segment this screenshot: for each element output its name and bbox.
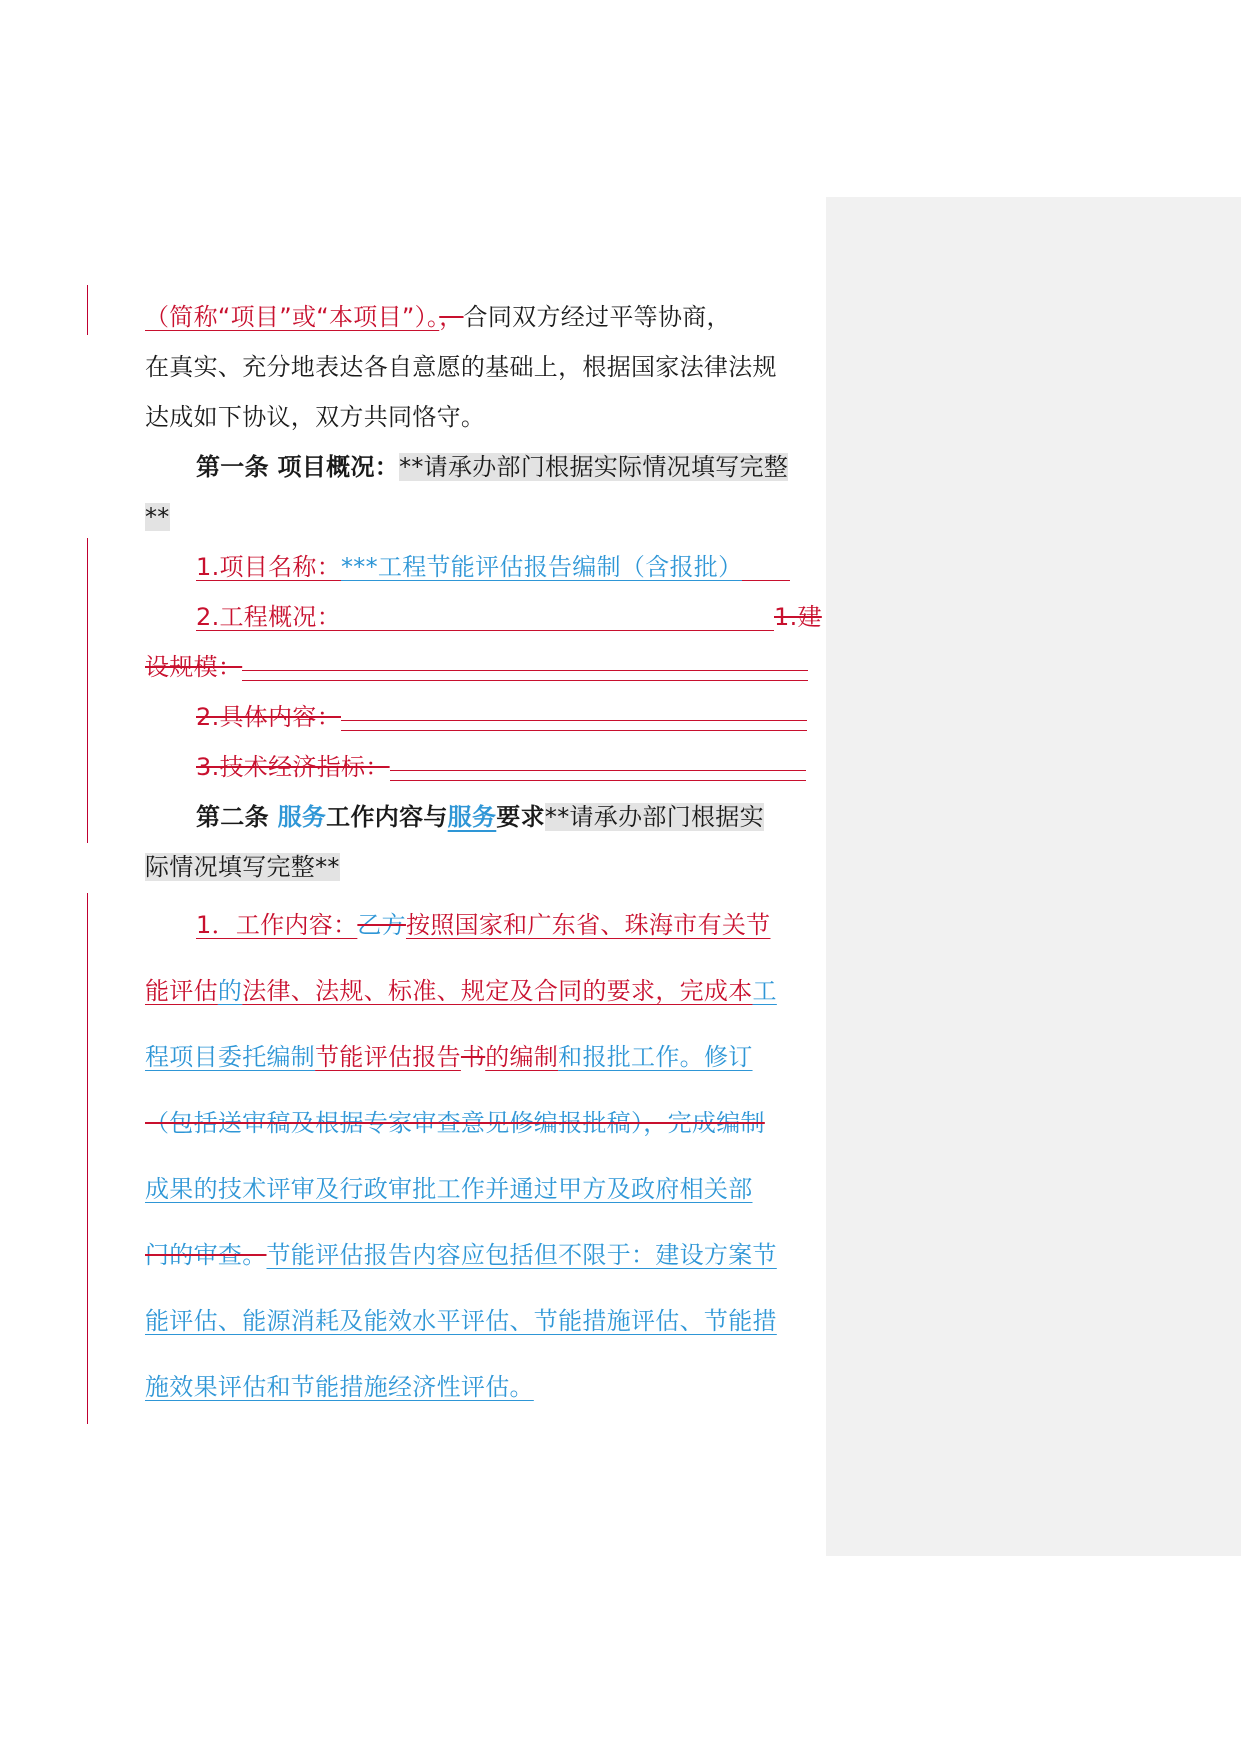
paragraph-line [145,1288,815,1354]
inserted-text: 服务 [447,803,497,831]
inserted-text: 的 [217,977,243,1005]
article-heading [145,792,815,842]
article-title: 工作内容与 [326,803,448,831]
inserted-text: 能评估、能源消耗及能效水平评估、节能措施评估、节能措 [145,1307,777,1335]
paragraph-line [145,1090,815,1156]
list-item [145,742,815,792]
blank-line [742,551,790,575]
inserted-text: 能评估 [145,977,218,1005]
inserted-text: （简称“项目”或“本项目”）。 [145,303,440,331]
deleted-text: 3.技术经济指标： [196,753,390,781]
list-item [145,692,815,742]
change-bar [87,538,88,843]
deleted-text: 书 [460,1043,486,1071]
inserted-text: 服务 [277,803,327,831]
inserted-text: 和报批工作。修订 [558,1043,753,1071]
deleted-text: 2.具体内容： [196,703,341,731]
instruction-note: 际情况填写完整** [145,853,340,881]
document-body [145,292,822,1420]
field-label: 2.工程概况： [196,603,341,631]
deleted-text: ， [439,303,464,331]
paragraph-line [145,958,815,1024]
inserted-text: 施效果评估和节能措施经济性评估。 [145,1373,534,1401]
blank-line [341,601,774,625]
paragraph-line [145,892,815,958]
article-title: 第一条 项目概况： [196,453,400,481]
article-title: 要求 [496,803,545,831]
blank-line [341,701,807,725]
inserted-text: 成果的技术评审及行政审批工作并通过甲方及政府相关部 [145,1175,753,1203]
body-text: 在真实、充分地表达各自意愿的基础上，根据国家法律法规 [145,353,777,381]
inserted-text: 的编制 [485,1043,559,1071]
list-item [145,642,815,692]
change-bar [87,285,88,335]
article-heading [145,442,815,492]
blank-line [242,651,808,675]
paragraph-line [145,342,815,392]
paragraph-line [145,842,815,892]
body-text: 达成如下协议，双方共同恪守。 [145,403,486,431]
inserted-text: 节能评估报告 [315,1043,461,1071]
inserted-text: 1．工作内容： [196,911,358,939]
instruction-note: **请承办部门根据实际情况填写完整 [399,453,789,481]
paragraph-line [145,392,815,442]
deleted-text: 乙方 [357,911,406,939]
inserted-text: 工 [752,977,777,1005]
list-item [145,592,822,642]
inserted-text: 节能评估报告内容应包括但不限于：建设方案节 [266,1241,777,1269]
paragraph-line [145,1222,815,1288]
comment-pane [826,197,1241,1556]
inserted-text: 法律、法规、标准、规定及合同的要求，完成本 [242,977,753,1005]
list-item [145,542,815,592]
paragraph-line [145,292,815,342]
deleted-text: 1.建 [774,603,822,631]
inserted-text: 按照国家和广东省、珠海市有关节 [405,911,771,939]
change-bar [87,893,88,1424]
deleted-text: 设规模： [145,653,243,681]
instruction-note: ** [145,503,170,531]
paragraph-line [145,492,815,542]
paragraph-line [145,1354,815,1420]
inserted-text: 程项目委托编制 [145,1043,316,1071]
body-text: 合同双方经过平等协商， [463,303,731,331]
paragraph-line [145,1024,815,1090]
blank-line [390,751,806,775]
field-value: ***工程节能评估报告编制（含报批） [341,553,743,581]
deleted-text: 门的审查。 [145,1241,267,1269]
paragraph-line [145,1156,815,1222]
field-label: 1.项目名称： [196,553,341,581]
instruction-note: **请承办部门根据实 [544,803,764,831]
article-title: 第二条 [196,803,278,831]
deleted-text: （包括送审稿及根据专家审查意见修编报批稿），完成编制 [145,1109,765,1137]
